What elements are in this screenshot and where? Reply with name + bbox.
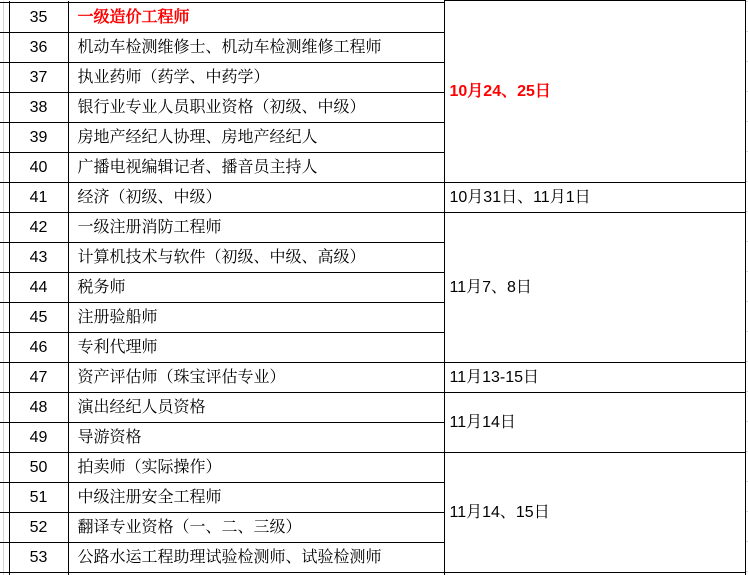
left-gridline-sliver — [0, 423, 9, 453]
row-number-cell: 48 — [9, 393, 68, 423]
row-number-cell: 51 — [9, 483, 68, 513]
exam-name-cell: 计算机技术与软件（初级、中级、高级） — [68, 243, 444, 273]
exam-name-cell: 经济（初级、中级） — [68, 183, 444, 213]
exam-name-cell: 一级造价工程师 — [68, 3, 444, 33]
row-number-cell: 39 — [9, 123, 68, 153]
left-gridline-sliver — [0, 513, 9, 543]
table-row-50 — [0, 453, 745, 483]
left-gridline-sliver — [0, 333, 9, 363]
exam-date-cell: 10月31日、11月1日 — [444, 183, 745, 213]
row-number-cell: 36 — [9, 33, 68, 63]
exam-date-cell: 11月13-15日 — [444, 363, 745, 393]
left-gridline-sliver — [0, 33, 9, 63]
row-number-cell: 42 — [9, 213, 68, 243]
exam-name-cell: 翻译专业资格（一、二、三级） — [68, 513, 444, 543]
exam-name-cell: 中级注册安全工程师 — [68, 483, 444, 513]
table-row-41 — [0, 183, 745, 213]
exam-name-cell: 导游资格 — [68, 423, 444, 453]
exam-name-cell: 资产评估师（珠宝评估专业） — [68, 363, 444, 393]
left-gridline-sliver — [0, 243, 9, 273]
exam-date-cell: 10月24、25日 — [444, 1, 745, 183]
exam-name-cell: 银行业专业人员职业资格（初级、中级） — [68, 93, 444, 123]
left-gridline-sliver — [0, 3, 9, 33]
left-gridline-sliver — [0, 483, 9, 513]
left-gridline-sliver — [0, 213, 9, 243]
exam-name-cell: 机动车检测维修士、机动车检测维修工程师 — [68, 33, 444, 63]
exam-date-cell: 11月14日 — [444, 393, 745, 453]
row-number-cell: 49 — [9, 423, 68, 453]
exam-name-cell: 拍卖师（实际操作） — [68, 453, 444, 483]
exam-name-cell: 公路水运工程助理试验检测师、试验检测师 — [68, 543, 444, 573]
table-row-47 — [0, 363, 745, 393]
exam-name-cell: 注册验船师 — [68, 303, 444, 333]
left-gridline-sliver — [0, 303, 9, 333]
left-gridline-sliver — [0, 543, 9, 573]
left-gridline-sliver — [0, 363, 9, 393]
row-number-cell: 52 — [9, 513, 68, 543]
left-gridline-sliver — [0, 93, 9, 123]
exam-name-cell: 执业药师（药学、中药学） — [68, 63, 444, 93]
left-gridline-sliver — [0, 153, 9, 183]
exam-name-cell: 广播电视编辑记者、播音员主持人 — [68, 153, 444, 183]
row-number-cell: 43 — [9, 243, 68, 273]
row-number-cell: 45 — [9, 303, 68, 333]
row-number-cell: 41 — [9, 183, 68, 213]
row-number-cell: 46 — [9, 333, 68, 363]
row-number-cell: 38 — [9, 93, 68, 123]
left-gridline-sliver — [0, 123, 9, 153]
row-number-cell: 50 — [9, 453, 68, 483]
row-number-cell: 37 — [9, 63, 68, 93]
exam-name-cell: 演出经纪人员资格 — [68, 393, 444, 423]
exam-name-cell: 税务师 — [68, 273, 444, 303]
left-gridline-sliver — [0, 393, 9, 423]
row-number-cell: 53 — [9, 543, 68, 573]
exam-name-cell: 房地产经纪人协理、房地产经纪人 — [68, 123, 444, 153]
left-gridline-sliver — [0, 453, 9, 483]
table-row-48 — [0, 393, 745, 423]
left-gridline-sliver — [0, 273, 9, 303]
left-gridline-sliver — [0, 183, 9, 213]
exam-name-cell: 专利代理师 — [68, 333, 444, 363]
exam-date-cell: 11月7、8日 — [444, 213, 745, 363]
exam-date-cell: 11月14、15日 — [444, 453, 745, 573]
row-number-cell: 35 — [9, 3, 68, 33]
table-row-42 — [0, 213, 745, 243]
row-number-cell: 47 — [9, 363, 68, 393]
exam-name-cell: 一级注册消防工程师 — [68, 213, 444, 243]
left-gridline-sliver — [0, 63, 9, 93]
row-number-cell: 40 — [9, 153, 68, 183]
row-number-cell: 44 — [9, 273, 68, 303]
